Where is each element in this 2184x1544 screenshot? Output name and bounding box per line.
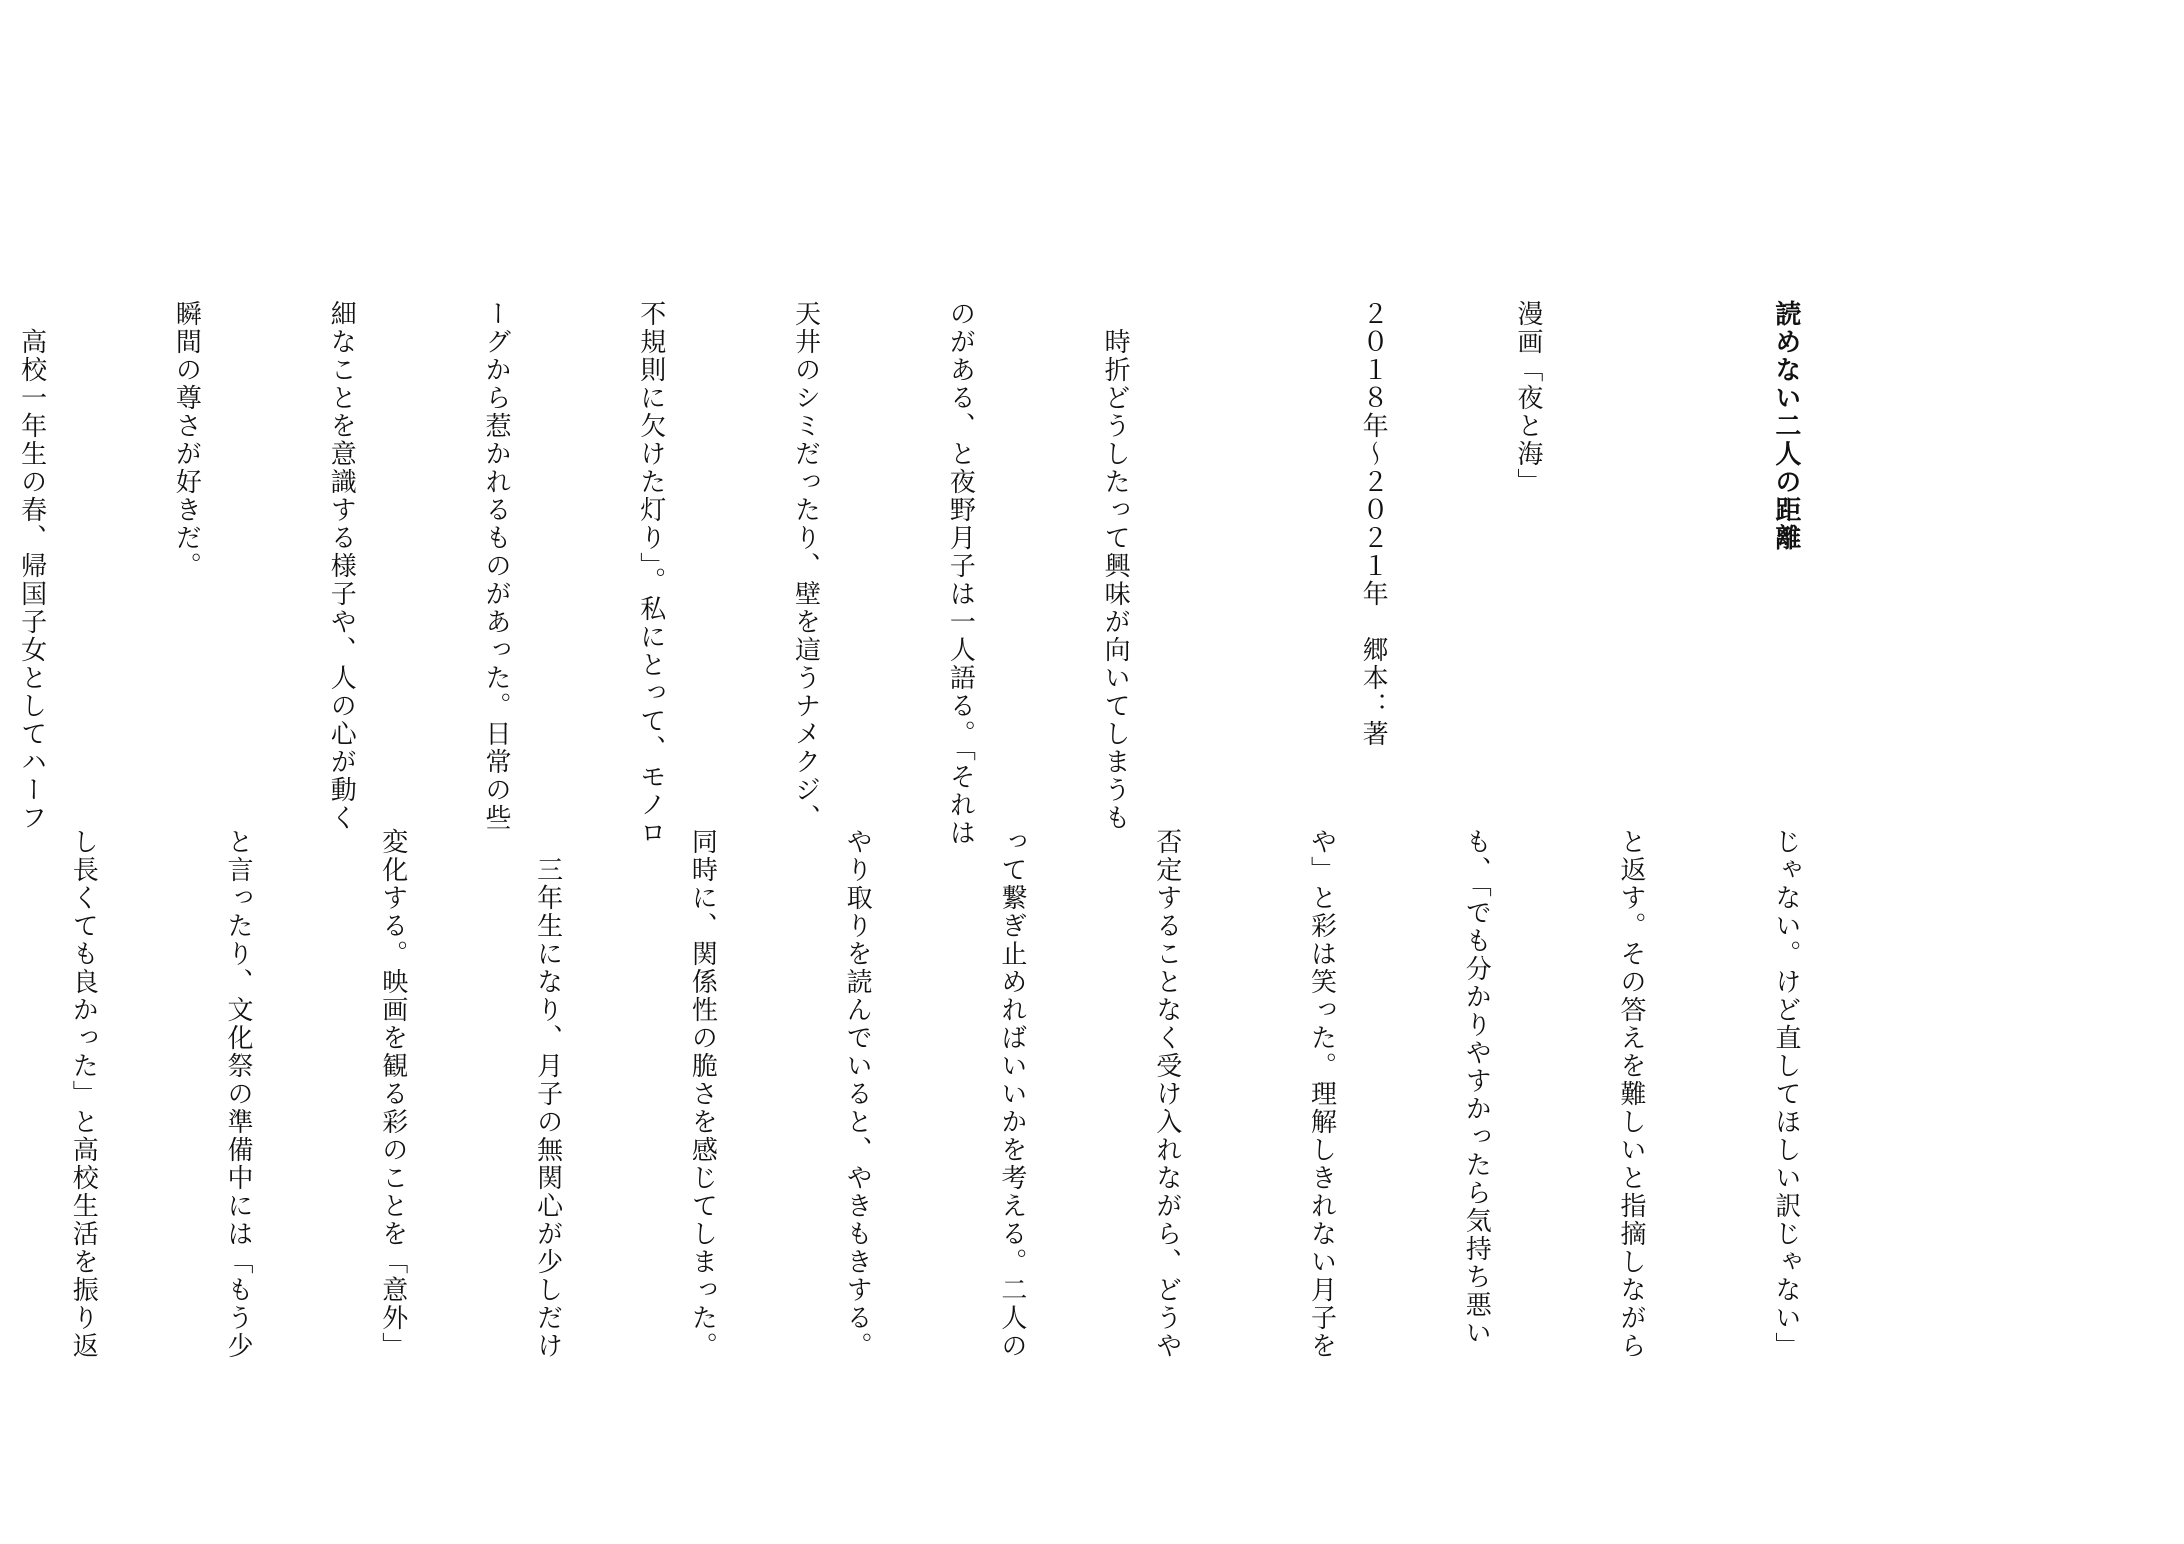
essay-subject: 漫画「夜と海」 xyxy=(1512,300,1543,496)
bottom-text-block xyxy=(68,828,1914,1360)
body-line: 変化する。映画を観る彩のことを「意外」 xyxy=(377,828,408,1360)
body-line: 三年生になり、月子の無関心が少しだけ xyxy=(532,828,563,1360)
body-line: 同時に、関係性の脆さを感じてしまった。 xyxy=(687,828,718,1360)
body-line: ーグから惹かれるものがあった。日常の些 xyxy=(480,300,511,832)
body-line: や」と彩は笑った。理解しきれない月子を xyxy=(1306,828,1337,1360)
body-line: 否定することなく受け入れながら、どうや xyxy=(1151,828,1182,1360)
body-line: やり取りを読んでいると、やきもきする。 xyxy=(842,828,873,1360)
body-line: 瞬間の尊さが好きだ。 xyxy=(171,300,202,580)
body-line: と返す。その答えを難しいと指摘しながら xyxy=(1616,828,1647,1360)
top-text-block xyxy=(16,300,1914,847)
body-line: と言ったり、文化祭の準備中には「もう少 xyxy=(223,828,253,1360)
body-line: も、「でも分かりやすかったら気持ち悪い xyxy=(1461,828,1492,1347)
essay-credit: ２０１８年～２０２１年 郷本：著 xyxy=(1358,300,1389,748)
body-line: 天井のシミだったり、壁を這うナメクジ、 xyxy=(790,300,821,832)
essay-title: 読めない二人の距離 xyxy=(1770,300,1801,552)
body-line: って繋ぎ止めればいいかを考える。二人の xyxy=(996,828,1027,1360)
body-line: じゃない。けど直してほしい訳じゃない」 xyxy=(1770,828,1801,1360)
body-line: 細なことを意識する様子や、人の心が動く xyxy=(326,300,357,832)
body-line: し長くても良かった」と高校生活を振り返 xyxy=(68,828,99,1360)
body-line: 時折どうしたって興味が向いてしまうも xyxy=(1100,300,1131,832)
body-line: 不規則に欠けた灯り」。私にとって、モノロ xyxy=(635,300,666,847)
body-line: 高校一年生の春、帰国子女としてハーフ xyxy=(16,300,47,832)
body-line: のがある、と夜野月子は一人語る。「それは xyxy=(945,300,976,847)
